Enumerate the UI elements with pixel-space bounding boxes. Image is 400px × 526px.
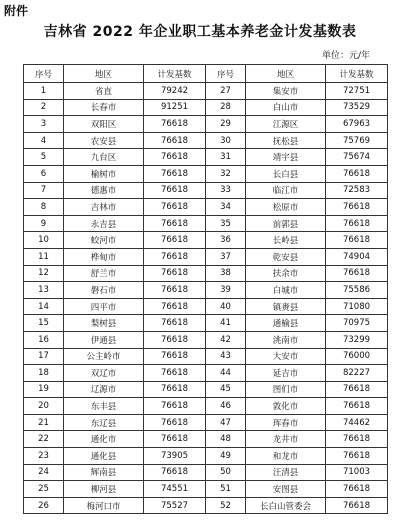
table-row	[24, 497, 388, 514]
table-row	[24, 199, 388, 216]
cell-index: 21	[24, 414, 64, 431]
cell-region: 磐石市	[64, 282, 144, 299]
cell-region: 通化市	[64, 431, 144, 448]
cell-base: 76618	[144, 414, 206, 431]
cell-region: 辉南县	[64, 464, 144, 481]
cell-base: 76618	[326, 265, 388, 282]
header-base-right: 计发基数	[326, 65, 388, 83]
cell-region: 东丰县	[64, 398, 144, 415]
cell-region: 双阳区	[64, 116, 144, 133]
table-row	[24, 298, 388, 315]
cell-region: 延吉市	[246, 365, 326, 382]
cell-base: 76618	[144, 215, 206, 232]
header-region-right: 地区	[246, 65, 326, 83]
table-row	[24, 165, 388, 182]
cell-index: 19	[24, 381, 64, 398]
cell-base: 76618	[144, 398, 206, 415]
cell-index: 7	[24, 182, 64, 199]
cell-region: 农安县	[64, 132, 144, 149]
cell-region: 九台区	[64, 149, 144, 166]
cell-region: 靖宇县	[246, 149, 326, 166]
cell-index: 50	[206, 464, 246, 481]
cell-index: 49	[206, 448, 246, 465]
table-row	[24, 381, 388, 398]
cell-base: 76618	[144, 232, 206, 249]
cell-base: 76618	[144, 182, 206, 199]
cell-index: 13	[24, 282, 64, 299]
cell-region: 集安市	[246, 83, 326, 100]
cell-base: 76618	[326, 431, 388, 448]
cell-region: 龙井市	[246, 431, 326, 448]
cell-region: 德惠市	[64, 182, 144, 199]
cell-region: 图们市	[246, 381, 326, 398]
cell-index: 36	[206, 232, 246, 249]
header-index-right: 序号	[206, 65, 246, 83]
cell-index: 44	[206, 365, 246, 382]
table-row	[24, 414, 388, 431]
cell-base: 72583	[326, 182, 388, 199]
cell-region: 蛟河市	[64, 232, 144, 249]
cell-index: 46	[206, 398, 246, 415]
cell-index: 17	[24, 348, 64, 365]
cell-index: 42	[206, 331, 246, 348]
table-row	[24, 265, 388, 282]
cell-base: 76618	[144, 298, 206, 315]
cell-index: 34	[206, 199, 246, 216]
cell-index: 29	[206, 116, 246, 133]
cell-region: 省直	[64, 83, 144, 100]
cell-base: 73529	[326, 99, 388, 116]
cell-region: 梅河口市	[64, 497, 144, 514]
cell-index: 51	[206, 481, 246, 498]
table-row	[24, 182, 388, 199]
cell-region: 大安市	[246, 348, 326, 365]
cell-index: 27	[206, 83, 246, 100]
cell-region: 敦化市	[246, 398, 326, 415]
cell-base: 71080	[326, 298, 388, 315]
cell-index: 9	[24, 215, 64, 232]
table-row	[24, 448, 388, 465]
cell-index: 4	[24, 132, 64, 149]
cell-index: 1	[24, 83, 64, 100]
cell-base: 76618	[144, 431, 206, 448]
cell-index: 31	[206, 149, 246, 166]
cell-base: 71003	[326, 464, 388, 481]
cell-base: 76618	[326, 497, 388, 514]
cell-region: 镇赉县	[246, 298, 326, 315]
unit-note: 单位：元/年	[321, 51, 370, 61]
cell-region: 白山市	[246, 99, 326, 116]
cell-index: 20	[24, 398, 64, 415]
cell-index: 43	[206, 348, 246, 365]
cell-base: 76618	[326, 215, 388, 232]
header-region-left: 地区	[64, 65, 144, 83]
cell-base: 82227	[326, 365, 388, 382]
table-row	[24, 365, 388, 382]
cell-index: 37	[206, 248, 246, 265]
cell-base: 73905	[144, 448, 206, 465]
cell-base: 76618	[144, 331, 206, 348]
cell-region: 吉林市	[64, 199, 144, 216]
cell-index: 40	[206, 298, 246, 315]
cell-region: 榆树市	[64, 165, 144, 182]
table-row	[24, 481, 388, 498]
cell-base: 75586	[326, 282, 388, 299]
cell-index: 22	[24, 431, 64, 448]
cell-region: 桦甸市	[64, 248, 144, 265]
cell-base: 76618	[144, 149, 206, 166]
cell-region: 长白山管委会	[246, 497, 326, 514]
cell-region: 安图县	[246, 481, 326, 498]
cell-base: 76618	[326, 232, 388, 249]
table-row	[24, 232, 388, 249]
cell-base: 76618	[144, 365, 206, 382]
cell-index: 41	[206, 315, 246, 332]
cell-region: 公主岭市	[64, 348, 144, 365]
cell-base: 76618	[144, 381, 206, 398]
cell-index: 25	[24, 481, 64, 498]
cell-region: 伊通县	[64, 331, 144, 348]
cell-base: 79242	[144, 83, 206, 100]
cell-base: 76618	[326, 381, 388, 398]
table-row	[24, 315, 388, 332]
cell-region: 四平市	[64, 298, 144, 315]
cell-base: 91251	[144, 99, 206, 116]
cell-index: 6	[24, 165, 64, 182]
table-row	[24, 132, 388, 149]
table-body	[24, 83, 388, 514]
cell-index: 47	[206, 414, 246, 431]
table-header-row	[24, 65, 388, 83]
pension-base-table	[23, 64, 388, 514]
cell-region: 汪清县	[246, 464, 326, 481]
cell-index: 10	[24, 232, 64, 249]
cell-index: 18	[24, 365, 64, 382]
cell-region: 和龙市	[246, 448, 326, 465]
cell-index: 39	[206, 282, 246, 299]
cell-index: 5	[24, 149, 64, 166]
cell-index: 3	[24, 116, 64, 133]
cell-region: 洮南市	[246, 331, 326, 348]
header-base-left: 计发基数	[144, 65, 206, 83]
table-row	[24, 348, 388, 365]
cell-base: 76618	[144, 165, 206, 182]
table-row	[24, 331, 388, 348]
cell-region: 珲春市	[246, 414, 326, 431]
table-row	[24, 149, 388, 166]
cell-base: 76618	[144, 199, 206, 216]
cell-index: 38	[206, 265, 246, 282]
cell-index: 24	[24, 464, 64, 481]
table-row	[24, 248, 388, 265]
cell-region: 临江市	[246, 182, 326, 199]
cell-index: 11	[24, 248, 64, 265]
cell-base: 76618	[144, 282, 206, 299]
cell-index: 52	[206, 497, 246, 514]
cell-index: 28	[206, 99, 246, 116]
cell-region: 长白县	[246, 165, 326, 182]
cell-index: 15	[24, 315, 64, 332]
cell-region: 白城市	[246, 282, 326, 299]
cell-index: 45	[206, 381, 246, 398]
cell-region: 长春市	[64, 99, 144, 116]
cell-region: 柳河县	[64, 481, 144, 498]
cell-region: 江源区	[246, 116, 326, 133]
cell-index: 23	[24, 448, 64, 465]
cell-base: 76618	[144, 132, 206, 149]
table-row	[24, 431, 388, 448]
cell-base: 73299	[326, 331, 388, 348]
cell-region: 永吉县	[64, 215, 144, 232]
cell-base: 76618	[326, 481, 388, 498]
cell-base: 76618	[326, 199, 388, 216]
cell-region: 通化县	[64, 448, 144, 465]
cell-region: 抚松县	[246, 132, 326, 149]
cell-region: 东辽县	[64, 414, 144, 431]
cell-base: 76618	[326, 448, 388, 465]
cell-base: 76618	[144, 248, 206, 265]
cell-index: 48	[206, 431, 246, 448]
cell-base: 75527	[144, 497, 206, 514]
cell-base: 76618	[326, 398, 388, 415]
cell-base: 75674	[326, 149, 388, 166]
cell-index: 2	[24, 99, 64, 116]
cell-base: 74462	[326, 414, 388, 431]
cell-base: 76618	[144, 348, 206, 365]
cell-index: 35	[206, 215, 246, 232]
document-title: 吉林省 2022 年企业职工基本养老金计发基数表	[43, 24, 357, 40]
cell-region: 松原市	[246, 199, 326, 216]
cell-base: 74904	[326, 248, 388, 265]
table-row	[24, 99, 388, 116]
table-row	[24, 398, 388, 415]
attachment-label: 附件	[4, 4, 29, 18]
cell-base: 72751	[326, 83, 388, 100]
cell-base: 76618	[326, 165, 388, 182]
cell-base: 76618	[144, 315, 206, 332]
cell-region: 双辽市	[64, 365, 144, 382]
cell-region: 前郭县	[246, 215, 326, 232]
cell-base: 76618	[144, 116, 206, 133]
cell-index: 33	[206, 182, 246, 199]
cell-base: 76618	[144, 265, 206, 282]
cell-base: 76618	[144, 464, 206, 481]
cell-base: 67963	[326, 116, 388, 133]
cell-region: 长岭县	[246, 232, 326, 249]
table-row	[24, 215, 388, 232]
cell-index: 12	[24, 265, 64, 282]
cell-index: 14	[24, 298, 64, 315]
cell-region: 通榆县	[246, 315, 326, 332]
cell-region: 辽源市	[64, 381, 144, 398]
cell-base: 75769	[326, 132, 388, 149]
table-row	[24, 282, 388, 299]
cell-index: 30	[206, 132, 246, 149]
table-row	[24, 464, 388, 481]
cell-index: 32	[206, 165, 246, 182]
cell-base: 74551	[144, 481, 206, 498]
cell-region: 舒兰市	[64, 265, 144, 282]
table-row	[24, 83, 388, 100]
cell-base: 70975	[326, 315, 388, 332]
cell-region: 梨树县	[64, 315, 144, 332]
cell-region: 乾安县	[246, 248, 326, 265]
cell-index: 26	[24, 497, 64, 514]
table-row	[24, 116, 388, 133]
cell-index: 8	[24, 199, 64, 216]
cell-region: 扶余市	[246, 265, 326, 282]
header-index-left: 序号	[24, 65, 64, 83]
cell-index: 16	[24, 331, 64, 348]
cell-base: 76000	[326, 348, 388, 365]
